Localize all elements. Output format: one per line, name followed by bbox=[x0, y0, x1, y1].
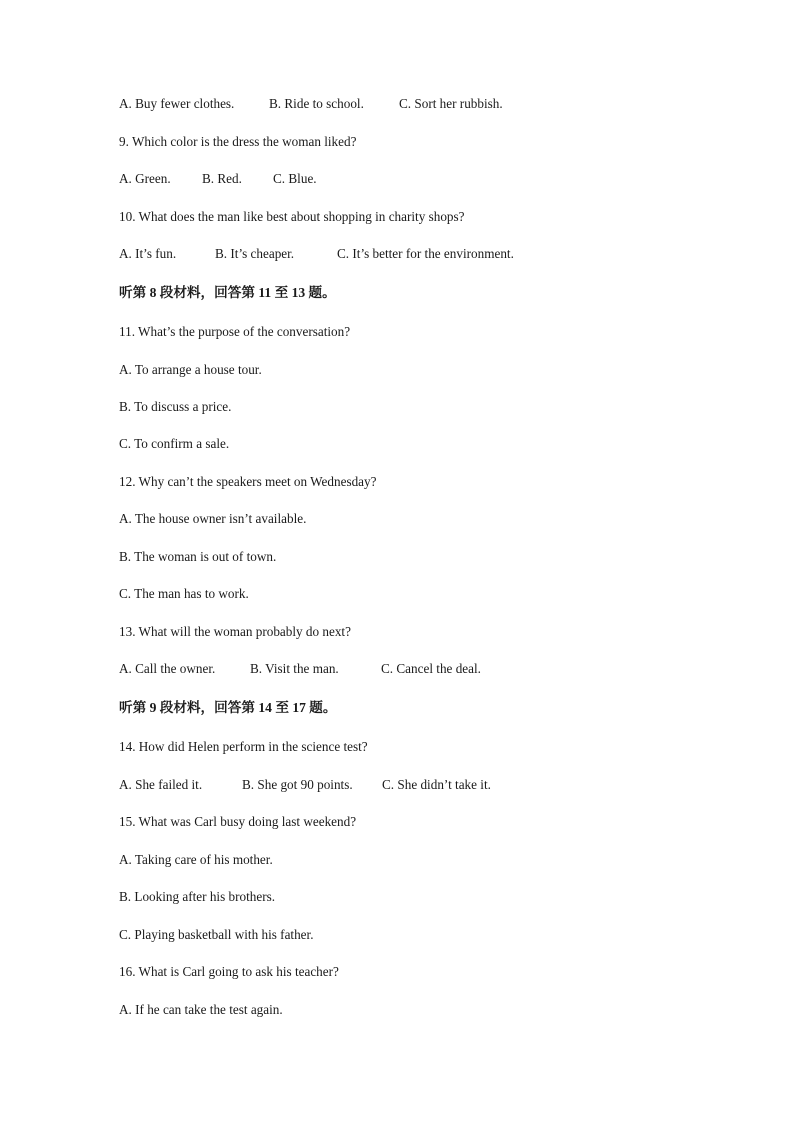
question-14: 14. How did Helen perform in the science test? bbox=[119, 739, 368, 754]
question-9: 9. Which color is the dress the woman liked? bbox=[119, 134, 357, 149]
option-b: B. To discuss a price. bbox=[119, 399, 232, 414]
option-a: A. If he can take the test again. bbox=[119, 1002, 283, 1017]
option-a: A. It’s fun. bbox=[119, 246, 177, 261]
option-c: C. To confirm a sale. bbox=[119, 436, 230, 451]
option-b: B. She got 90 points. bbox=[242, 777, 353, 792]
option-a: A. Green. bbox=[119, 171, 171, 186]
option-a: A. Buy fewer clothes. bbox=[119, 96, 235, 111]
question-11: 11. What’s the purpose of the conversation? bbox=[119, 324, 351, 339]
option-b: B. Looking after his brothers. bbox=[119, 889, 276, 904]
option-b: B. Ride to school. bbox=[269, 96, 364, 111]
question-16: 16. What is Carl going to ask his teacher? bbox=[119, 964, 339, 979]
section-heading: 听第 9 段材料，回答第 14 至 17 题。 bbox=[119, 700, 337, 715]
option-a: A. She failed it. bbox=[119, 777, 203, 792]
option-a: A. Call the owner. bbox=[119, 661, 216, 676]
question-10: 10. What does the man like best about shopping in charity shops? bbox=[119, 209, 465, 224]
option-b: B. Visit the man. bbox=[250, 661, 339, 676]
option-c: C. Sort her rubbish. bbox=[399, 96, 503, 111]
section-heading: 听第 8 段材料，回答第 11 至 13 题。 bbox=[119, 285, 336, 300]
question-13: 13. What will the woman probably do next? bbox=[119, 624, 351, 639]
option-c: C. The man has to work. bbox=[119, 586, 249, 601]
option-b: B. It’s cheaper. bbox=[215, 246, 295, 261]
option-b: B. Red. bbox=[202, 171, 242, 186]
option-c: C. Cancel the deal. bbox=[381, 661, 481, 676]
option-c: C. She didn’t take it. bbox=[382, 777, 491, 792]
option-c: C. Playing basketball with his father. bbox=[119, 927, 314, 942]
option-a: A. The house owner isn’t available. bbox=[119, 511, 307, 526]
option-a: A. Taking care of his mother. bbox=[119, 852, 273, 867]
option-c: C. It’s better for the environment. bbox=[337, 246, 514, 261]
question-15: 15. What was Carl busy doing last weekend? bbox=[119, 814, 357, 829]
option-a: A. To arrange a house tour. bbox=[119, 362, 262, 377]
question-12: 12. Why can’t the speakers meet on Wednesday? bbox=[119, 474, 377, 489]
option-c: C. Blue. bbox=[273, 171, 317, 186]
option-b: B. The woman is out of town. bbox=[119, 549, 277, 564]
